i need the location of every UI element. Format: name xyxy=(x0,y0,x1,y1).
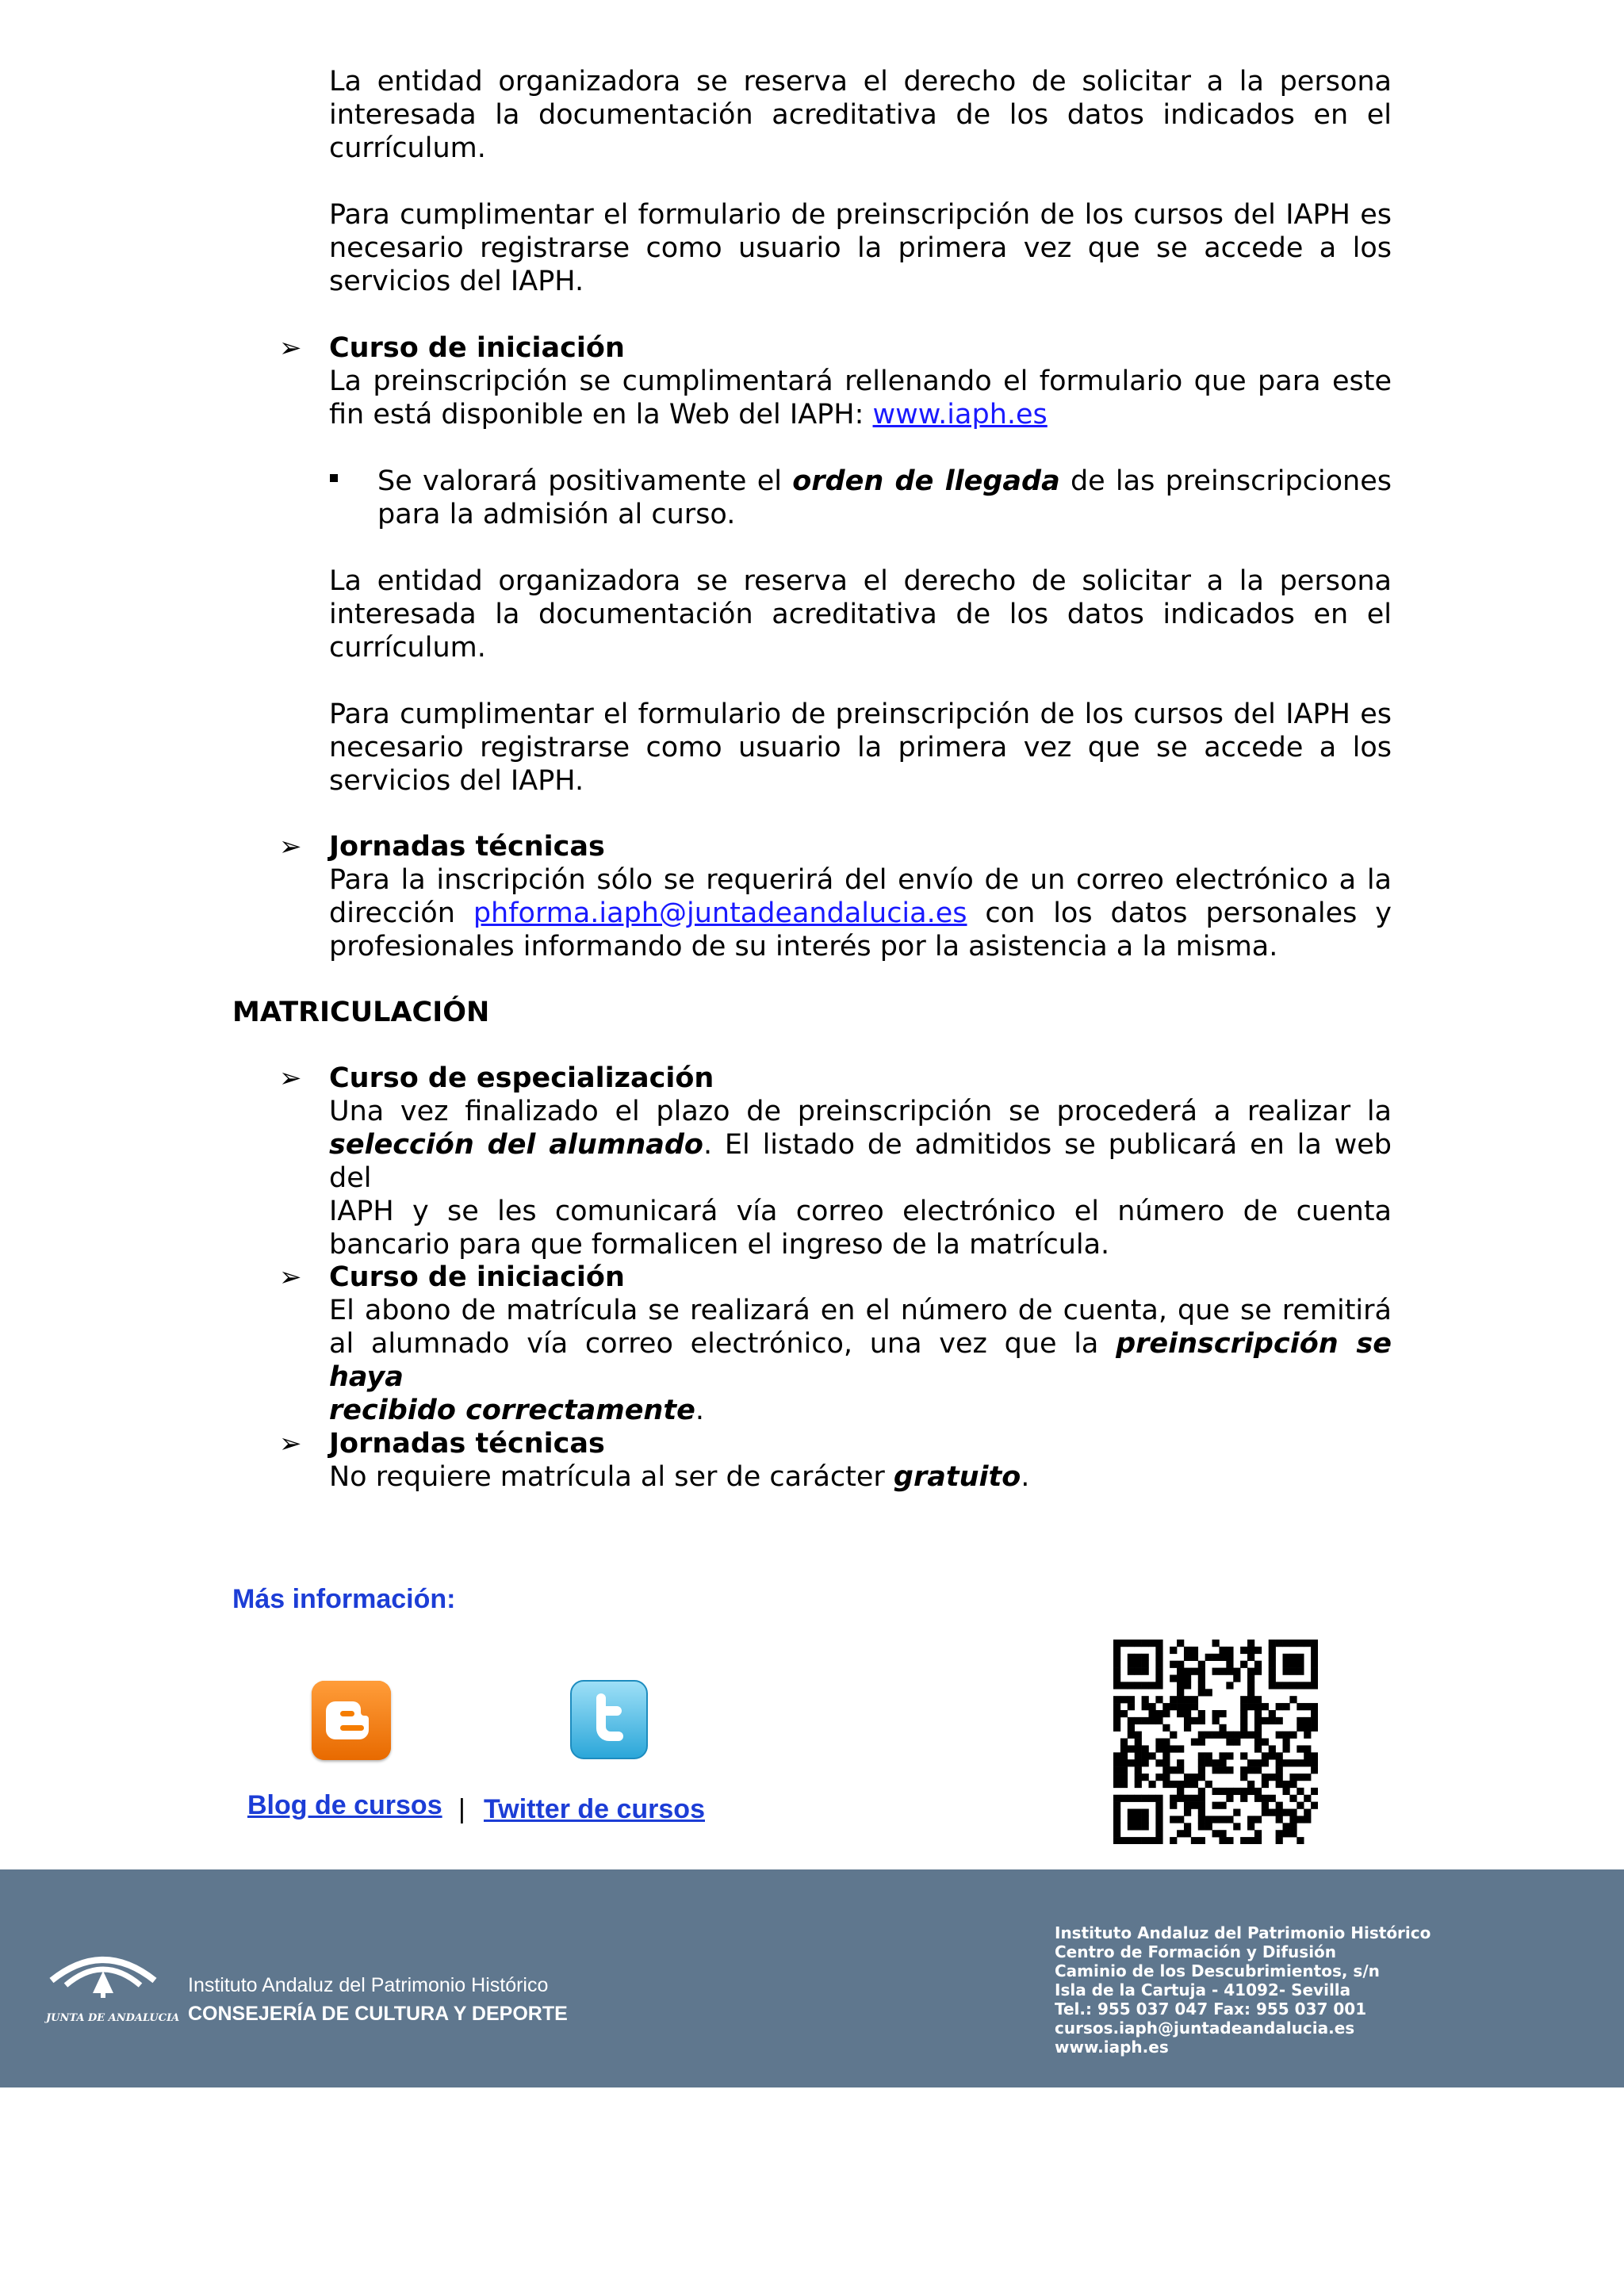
square-bullet-icon xyxy=(330,474,338,482)
footer-address: Instituto Andaluz del Patrimonio Histórico Centro de Formación y Difusión Caminio de los Descubrimientos, s/n Isla de la Cartuja - 41092- Sevilla Tel.: 955 037 047 Fax: 955 037 001 cursos.iaph@juntadeandalucia.es www.iaph.es xyxy=(1055,1923,1431,2057)
paragraph-iniciacion-preinscripcion: La preinscripción se cumplimentará rellenando el formulario que para este fin está disponible en la Web del IAPH: www.iaph.es xyxy=(329,365,1392,430)
blogger-icon[interactable] xyxy=(312,1681,391,1760)
paragraph-registration-1: Para cumplimentar el formulario de preinscripción de los cursos del IAPH es necesario registrarse como usuario la primera vez que se accede a los servicios del IAPH. xyxy=(329,199,1392,297)
section-heading-matriculacion: MATRICULACIÓN xyxy=(232,997,490,1028)
footer-banner xyxy=(0,1869,1624,2087)
iaph-web-link[interactable]: www.iaph.es xyxy=(872,399,1048,430)
more-info-heading: Más información: xyxy=(232,1584,456,1614)
paragraph-especializacion: Una vez finalizado el plazo de preinscripción se procederá a realizar la selección del alumnado. El listado de admitidos se publicará en la web del IAPH y se les comunicará vía correo electrónico el número de cuenta bancario para que formalicen el ingreso de la matrícula. xyxy=(329,1096,1392,1261)
paragraph-jornadas-gratuito: No requiere matrícula al ser de carácter gratuito. xyxy=(329,1461,1030,1493)
heading-jornadas-tecnicas-matricula: Jornadas técnicas xyxy=(329,1428,605,1460)
junta-andalucia-logo-icon xyxy=(44,1941,163,2020)
arrow-bullet-icon: ➢ xyxy=(279,1428,302,1460)
junta-wordmark: JUNTA DE ANDALUCIA xyxy=(46,2012,180,2024)
blog-link[interactable]: Blog de cursos xyxy=(247,1790,442,1820)
heading-curso-especializacion: Curso de especialización xyxy=(329,1062,714,1094)
arrow-bullet-icon: ➢ xyxy=(279,332,302,364)
qr-code-icon[interactable] xyxy=(1113,1640,1318,1844)
email-link[interactable]: phforma.iaph@juntadeandalucia.es xyxy=(473,897,967,929)
heading-curso-iniciacion-matricula: Curso de iniciación xyxy=(329,1261,625,1293)
arrow-bullet-icon: ➢ xyxy=(279,1261,302,1293)
heading-curso-iniciacion: Curso de iniciación xyxy=(329,332,625,364)
twitter-link[interactable]: Twitter de cursos xyxy=(484,1794,705,1824)
paragraph-documentation-2: La entidad organizadora se reserva el derecho de solicitar a la persona interesada la documentación acreditativa de los datos indicados en el currículum. xyxy=(329,565,1392,664)
bullet-orden-llegada: Se valorará positivamente el orden de llegada de las preinscripciones para la admisión al curso. xyxy=(377,465,1392,530)
heading-jornadas-tecnicas: Jornadas técnicas xyxy=(329,831,605,863)
paragraph-documentation-1: La entidad organizadora se reserva el derecho de solicitar a la persona interesada la documentación acreditativa de los datos indicados en el currículum. xyxy=(329,66,1392,164)
footer-consejeria: CONSEJERÍA DE CULTURA Y DEPORTE xyxy=(188,2003,568,2025)
paragraph-jornadas-inscripcion: Para la inscripción sólo se requerirá del envío de un correo electrónico a la dirección phforma.iaph@juntadeandalucia.es con los datos personales y profesionales informando de su interés por la asistencia a la misma. xyxy=(329,864,1392,962)
footer-institute-name: Instituto Andaluz del Patrimonio Histórico xyxy=(188,1974,549,1996)
link-separator: | xyxy=(458,1794,465,1824)
arrow-bullet-icon: ➢ xyxy=(279,1062,302,1094)
twitter-icon[interactable] xyxy=(569,1679,649,1762)
paragraph-iniciacion-abono: El abono de matrícula se realizará en el número de cuenta, que se remitirá al alumnado vía correo electrónico, una vez que la preinscripción se haya recibido correctamente. xyxy=(329,1295,1392,1426)
paragraph-registration-2: Para cumplimentar el formulario de preinscripción de los cursos del IAPH es necesario registrarse como usuario la primera vez que se accede a los servicios del IAPH. xyxy=(329,698,1392,797)
arrow-bullet-icon: ➢ xyxy=(279,831,302,863)
